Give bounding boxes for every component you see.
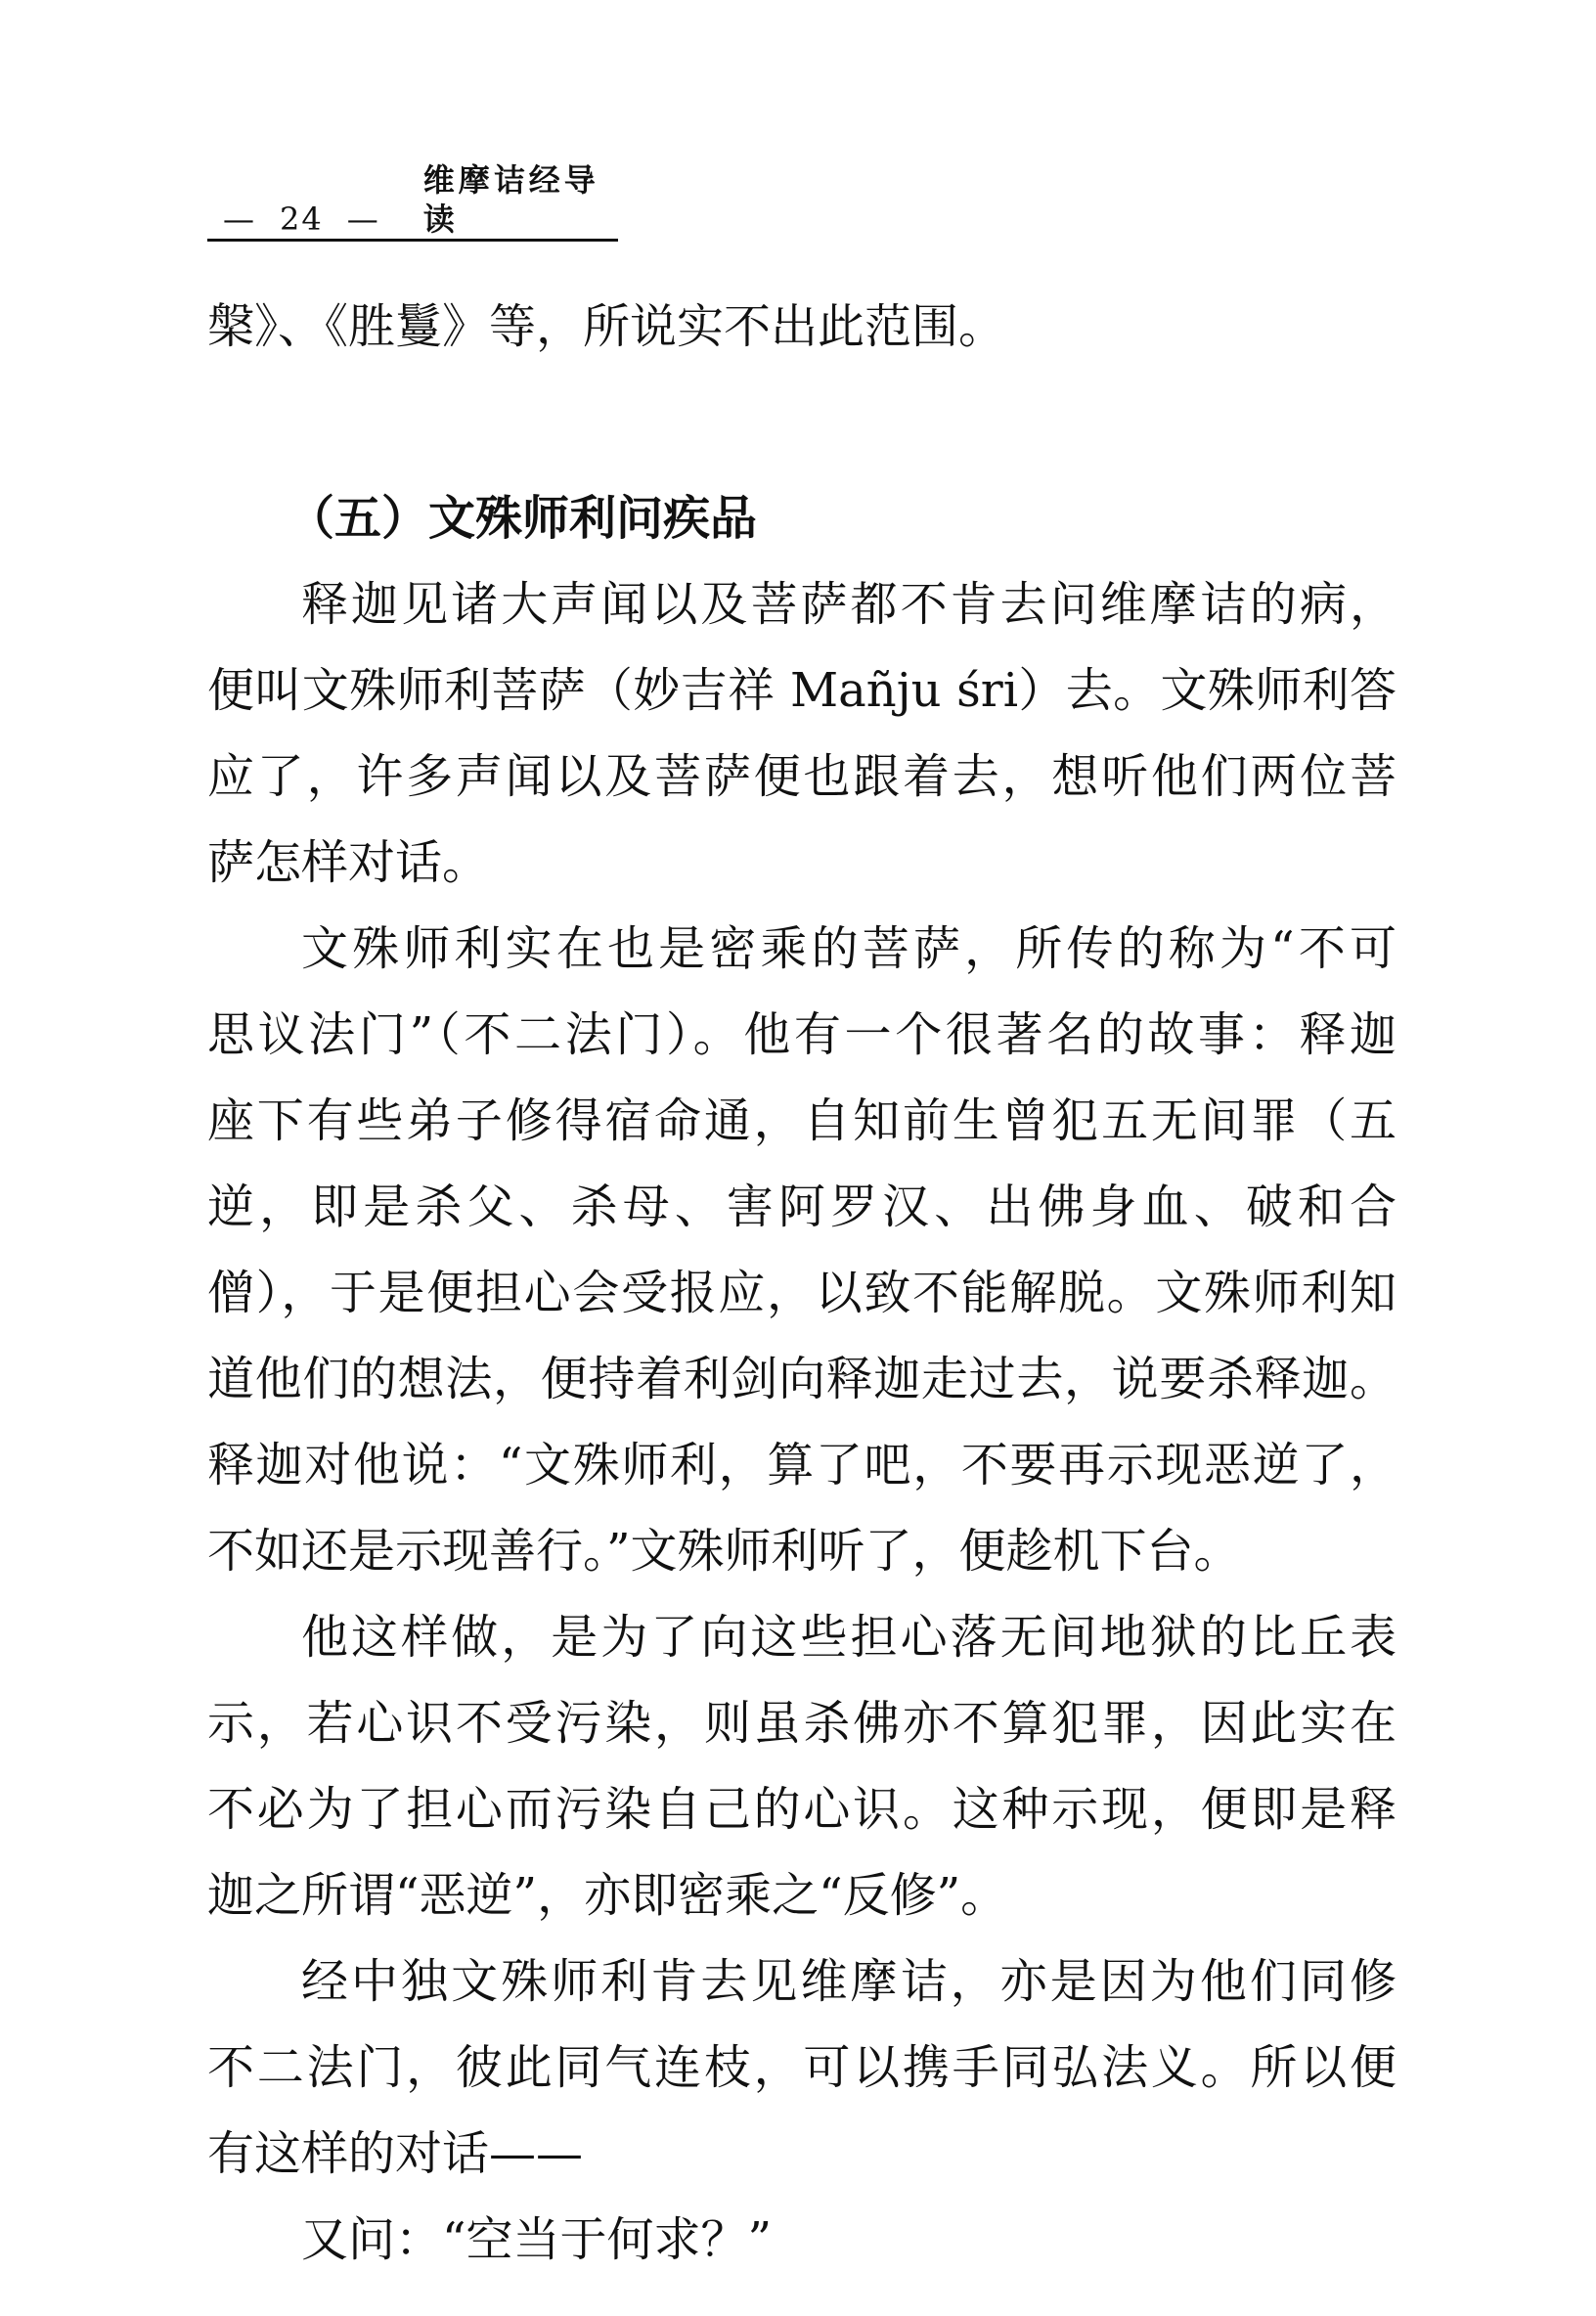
text-line: 不如还是示现善行。”文殊师利听了，便趁机下台。 — [207, 1524, 1241, 1579]
text-line: 僧），于是便担心会受报应，以致不能解脱。文殊师利知 — [207, 1266, 1396, 1320]
header-dash-left: — — [223, 200, 256, 238]
section-gap — [207, 370, 1396, 475]
text-line: 便叫文殊师利菩萨（妙吉祥 Mañju śri）去。文殊师利答 — [207, 663, 1396, 718]
text-line: 应了，许多声闻以及菩萨便也跟着去，想听他们两位菩 — [207, 749, 1396, 804]
text-line: 思议法门”（不二法门）。他有一个很著名的故事：释迦 — [207, 1007, 1396, 1062]
text-line: 萨怎样对话。 — [207, 835, 490, 890]
running-header — [207, 161, 618, 242]
text-line: 不必为了担心而污染自己的心识。这种示现，便即是释 — [207, 1782, 1396, 1837]
section-heading: （五）文殊师利问疾品 — [288, 491, 758, 546]
header-dash-right: — — [346, 200, 380, 238]
text-line: 座下有些弟子修得宿命通，自知前生曾犯五无间罪（五 — [207, 1093, 1396, 1148]
text-line: 迦之所谓“恶逆”，亦即密乘之“反修”。 — [207, 1868, 1008, 1923]
text-line: 释迦见诸大声闻以及菩萨都不肯去问维摩诘的病， — [301, 577, 1396, 632]
text-line: 逆，即是杀父、杀母、害阿罗汉、出佛身血、破和合 — [207, 1180, 1396, 1234]
text-line: 释迦对他说：“文殊师利，算了吧，不要再示现恶逆了， — [207, 1438, 1396, 1492]
page-number: 24 — [280, 200, 324, 238]
book-title: 维摩诘经导读 — [422, 161, 599, 238]
text-line: 道他们的想法，便持着利剑向释迦走过去，说要杀释迦。 — [207, 1352, 1396, 1406]
text-line: 经中独文殊师利肯去见维摩诘，亦是因为他们同修 — [301, 1954, 1396, 2009]
text-line: 他这样做，是为了向这些担心落无间地狱的比丘表 — [301, 1610, 1396, 1665]
text-line: 有这样的对话—— — [207, 2126, 584, 2181]
body-text — [207, 284, 1396, 2283]
text-line: 不二法门，彼此同气连枝，可以携手同弘法义。所以便 — [207, 2040, 1396, 2095]
text-line: 示，若心识不受污染，则虽杀佛亦不算犯罪，因此实在 — [207, 1696, 1396, 1751]
text-line: 文殊师利实在也是密乘的菩萨，所传的称为“不可 — [301, 921, 1396, 976]
text-line: 槃》、《胜鬘》等，所说实不出此范围。 — [207, 299, 1006, 354]
text-line: 又问：“空当于何求？” — [301, 2212, 773, 2267]
